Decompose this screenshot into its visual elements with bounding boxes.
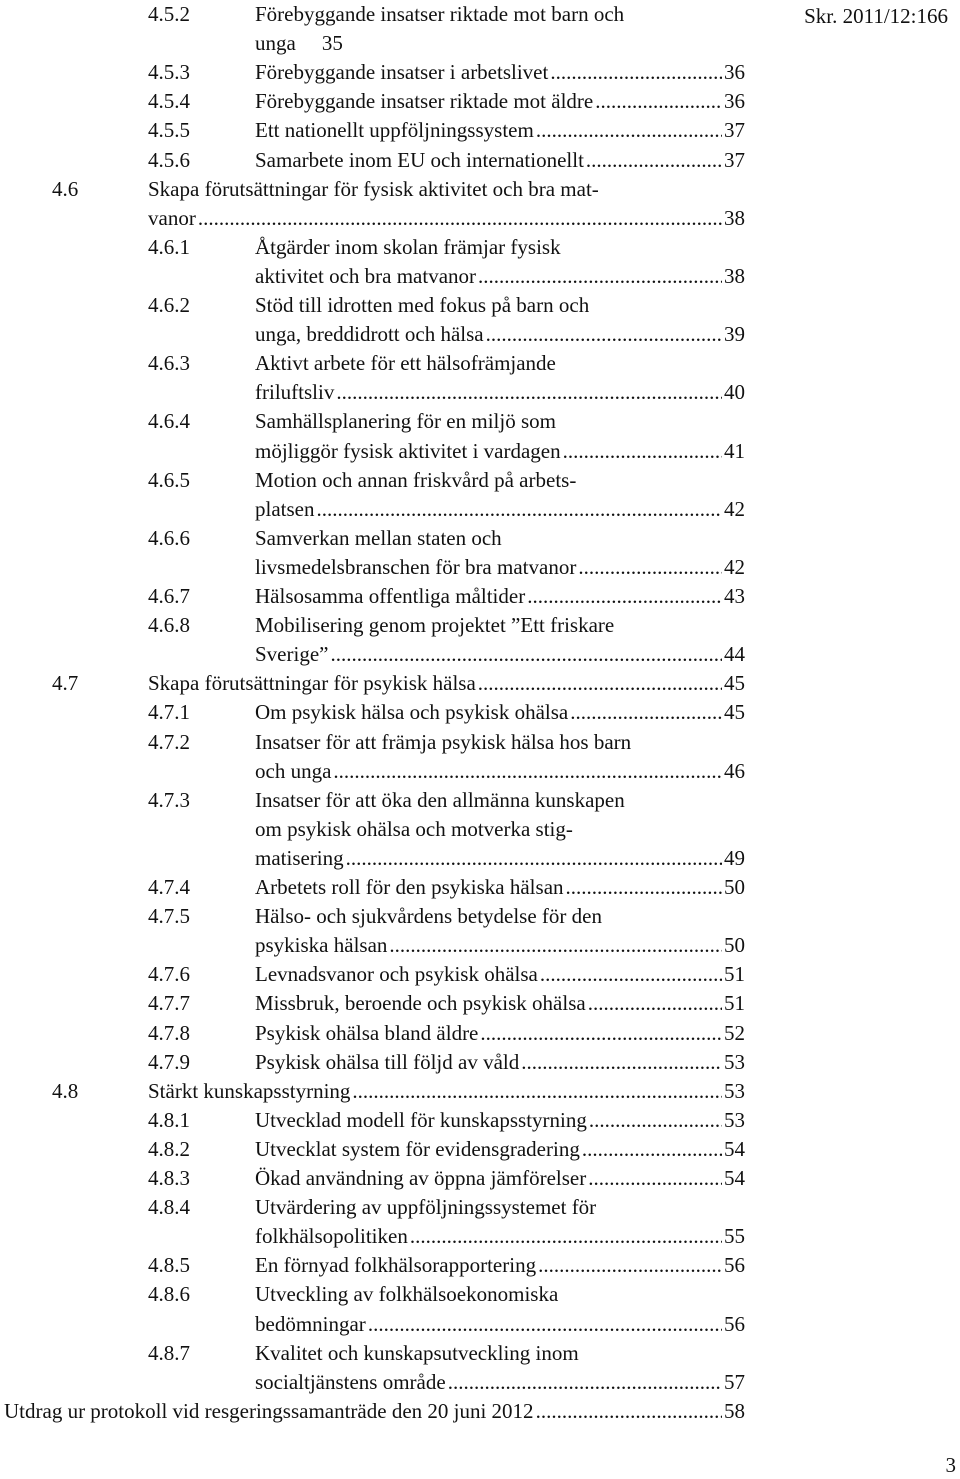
dot-leader: [486, 320, 722, 349]
dot-leader: [410, 1222, 722, 1251]
toc-entry-line[interactable]: [255, 437, 745, 466]
toc-entry-page: 36: [724, 89, 745, 114]
toc-entry-title: Samhällsplanering för en miljö som: [255, 409, 556, 434]
toc-entry-title: Psykisk ohälsa till följd av våld: [255, 1049, 520, 1074]
toc-entry-title: Missbruk, beroende och psykisk ohälsa: [255, 991, 586, 1016]
toc-entry-line[interactable]: [255, 1164, 745, 1193]
toc-entry-page: 54: [724, 1166, 745, 1190]
toc-entry-title: Hälsosamma offentliga måltider: [255, 584, 526, 608]
toc-entry-line[interactable]: [255, 873, 745, 902]
toc-entry-line[interactable]: [4, 1397, 745, 1426]
toc-entry-line[interactable]: [255, 698, 745, 727]
toc-entry-title: folkhälsopolitiken: [255, 1224, 408, 1249]
dot-leader: [570, 698, 722, 727]
toc-entry-number: 4.6.4: [148, 409, 190, 434]
toc-entry-line[interactable]: [255, 320, 745, 349]
toc-entry-line[interactable]: [255, 1310, 745, 1339]
toc-entry-number: 4.7.9: [148, 1049, 190, 1074]
toc-entry-number: 4.5.6: [148, 147, 190, 172]
toc-entry-line[interactable]: [255, 116, 745, 145]
dot-leader: [330, 640, 722, 669]
dot-leader: [595, 87, 722, 116]
toc-entry-page: 50: [724, 933, 745, 958]
toc-entry-number: 4.8.6: [148, 1282, 190, 1307]
toc-entry-line[interactable]: [255, 757, 745, 786]
toc-entry-line[interactable]: [255, 1251, 745, 1280]
dot-leader: [588, 989, 722, 1018]
toc-entry-number: 4.6.3: [148, 351, 190, 376]
toc-entry-title: Stöd till idrotten med fokus på barn och: [255, 293, 590, 317]
toc-entry-page: 57: [724, 1369, 745, 1394]
dot-leader: [536, 116, 722, 145]
dot-leader: [586, 146, 722, 175]
toc-entry-title: Psykisk ohälsa bland äldre: [255, 1020, 479, 1045]
toc-entry-page: 53: [724, 1107, 745, 1132]
toc-entry-title: socialtjänstens område: [255, 1369, 446, 1394]
toc-entry-title-continued: om psykisk ohälsa och motverka stig-: [255, 816, 573, 841]
dot-leader: [478, 262, 722, 291]
toc-entry-number: 4.8.3: [148, 1166, 190, 1190]
toc-entry-title: Samarbete inom EU och internationellt: [255, 147, 584, 172]
toc-entry-page: 49: [724, 845, 745, 870]
toc-entry-page: 51: [724, 991, 745, 1016]
toc-entry-title: Utveckling av folkhälsoekonomiska: [255, 1282, 559, 1307]
toc-entry-number: 4.7.4: [148, 875, 190, 899]
toc-entry-number: 4.8: [52, 1078, 79, 1103]
toc-entry-line[interactable]: [255, 989, 745, 1018]
toc-entry-page: 45: [724, 671, 745, 696]
toc-entry-number: 4.5.2: [148, 2, 190, 26]
toc-entry-page: 42: [724, 496, 745, 521]
toc-entry-page: 38: [724, 263, 745, 288]
dot-leader: [536, 1397, 722, 1426]
toc-entry-page: 41: [724, 438, 745, 463]
toc-entry-line[interactable]: [255, 582, 745, 611]
toc-entry-title: Mobilisering genom projektet ”Ett friskare: [255, 613, 615, 638]
toc-entry-page: 36: [724, 60, 745, 85]
toc-entry-title: Förebyggande insatser riktade mot äldre: [255, 89, 594, 114]
toc-entry-page: 43: [724, 584, 745, 608]
dot-leader: [589, 1106, 722, 1135]
dot-leader: [563, 437, 722, 466]
toc-entry-line[interactable]: [255, 844, 745, 873]
toc-entry-line[interactable]: [148, 669, 745, 698]
toc-entry-number: 4.5.4: [148, 89, 190, 114]
toc-entry-title-continued: unga: [255, 31, 296, 56]
dot-leader: [480, 1019, 722, 1048]
toc-entry-title: Samverkan mellan staten och: [255, 525, 502, 550]
dot-leader: [566, 873, 722, 902]
toc-entry-line[interactable]: [255, 58, 745, 87]
toc-entry-page: 53: [724, 1078, 745, 1103]
toc-entry-line[interactable]: [255, 1106, 745, 1135]
toc-entry-title: Levnadsvanor och psykisk ohälsa: [255, 962, 538, 987]
dot-leader: [540, 960, 722, 989]
toc-entry-title: Skapa förutsättningar för fysisk aktivitet och bra mat-: [148, 176, 599, 201]
toc-entry-title: Förebyggande insatser riktade mot barn och: [255, 2, 625, 26]
toc-entry-number: 4.7.2: [148, 729, 190, 754]
toc-entry-line[interactable]: [255, 1222, 745, 1251]
toc-entry-number: 4.6.7: [148, 584, 190, 608]
toc-entry-page: 38: [724, 205, 745, 230]
dot-leader: [333, 757, 722, 786]
toc-entry-page: 39: [724, 322, 745, 347]
toc-entry-line[interactable]: [255, 1019, 745, 1048]
toc-entry-title: Insatser för att främja psykisk hälsa hos barn: [255, 729, 632, 754]
toc-entry-page: 51: [724, 962, 745, 987]
toc-entry-page: 56: [724, 1253, 745, 1278]
toc-entry-title: Skapa förutsättningar för psykisk hälsa: [148, 671, 476, 696]
toc-entry-title: Utdrag ur protokoll vid resgeringssamanträde den 20 juni 2012: [4, 1398, 534, 1423]
toc-entry-page: 58: [724, 1398, 745, 1423]
toc-entry-page: 56: [724, 1311, 745, 1336]
toc-entry-page: 52: [724, 1020, 745, 1045]
toc-entry-number: 4.7.1: [148, 700, 190, 725]
toc-entry-page: 35: [321, 31, 343, 56]
toc-entry-number: 4.6.1: [148, 234, 190, 259]
toc-entry-line[interactable]: [255, 146, 745, 175]
toc-entry-title: platsen: [255, 496, 315, 521]
toc-entry-page: 37: [724, 147, 745, 172]
toc-entry-title: Stärkt kunskapsstyrning: [148, 1078, 351, 1103]
toc-entry-page: 40: [724, 380, 745, 405]
toc-entry-number: 4.7.5: [148, 904, 190, 929]
dot-leader: [538, 1251, 722, 1280]
toc-entry-number: 4.7.6: [148, 962, 190, 987]
dot-leader: [316, 495, 722, 524]
toc-entry-line[interactable]: [255, 640, 745, 669]
toc-entry-title: Insatser för att öka den allmänna kunskapen: [255, 787, 625, 812]
toc-entry-number: 4.5.5: [148, 118, 190, 143]
toc-entry-line[interactable]: [255, 960, 745, 989]
toc-entry-number: 4.6: [52, 176, 79, 201]
toc-entry-title: Hälso- och sjukvårdens betydelse för den: [255, 904, 602, 929]
dot-leader: [389, 931, 722, 960]
toc-entry-page: 42: [724, 554, 745, 579]
dot-leader: [582, 1135, 722, 1164]
page-number: 3: [945, 1453, 956, 1477]
document-reference: Skr. 2011/12:166: [804, 4, 948, 28]
toc-entry-title: bedömningar: [255, 1311, 366, 1336]
toc-entry-title: Aktivt arbete för ett hälsofrämjande: [255, 351, 556, 376]
toc-entry-line[interactable]: [255, 553, 745, 582]
toc-entry-title: Åtgärder inom skolan främjar fysisk: [255, 234, 561, 259]
toc-entry-line[interactable]: [148, 204, 745, 233]
toc-entry-page: 46: [724, 758, 745, 783]
dot-leader: [588, 1164, 722, 1193]
toc-entry-number: 4.7.7: [148, 991, 190, 1016]
toc-entry-page: 44: [724, 642, 745, 667]
toc-entry-title: En förnyad folkhälsorapportering: [255, 1253, 537, 1278]
toc-entry-number: 4.8.4: [148, 1195, 190, 1220]
dot-leader: [521, 1048, 722, 1077]
toc-entry-line[interactable]: [255, 1135, 745, 1164]
toc-entry-number: 4.8.2: [148, 1136, 190, 1161]
toc-entry-number: 4.5.3: [148, 60, 190, 85]
toc-entry-line[interactable]: [255, 931, 745, 960]
toc-entry-number: 4.6.2: [148, 293, 190, 317]
toc-entry-title: matisering: [255, 845, 344, 870]
toc-entry-page: 54: [724, 1136, 745, 1161]
toc-entry-title: Sverige”: [255, 642, 329, 667]
toc-entry-number: 4.6.5: [148, 467, 190, 492]
toc-entry-number: 4.7: [52, 671, 79, 696]
toc-entry-title: unga, breddidrott och hälsa: [255, 322, 484, 347]
dot-leader: [478, 669, 722, 698]
toc-entry-page: 55: [724, 1224, 745, 1249]
toc-entry-title: Utvärdering av uppföljningssystemet för: [255, 1195, 597, 1220]
toc-entry-title: Utvecklad modell för kunskapsstyrning: [255, 1107, 587, 1132]
dot-leader: [346, 844, 722, 873]
toc-entry-title: friluftsliv: [255, 380, 335, 405]
toc-entry-number: 4.6.8: [148, 613, 190, 638]
toc-entry-line[interactable]: [255, 87, 745, 116]
toc-entry-line[interactable]: [255, 29, 343, 58]
dot-leader: [352, 1077, 722, 1106]
toc-entry-number: 4.7.3: [148, 787, 190, 812]
toc-entry-page: 45: [724, 700, 745, 725]
dot-leader: [550, 58, 722, 87]
toc-entry-title: aktivitet och bra matvanor: [255, 263, 477, 288]
toc-entry-page: 50: [724, 875, 745, 899]
toc-entry-title: Utvecklat system för evidensgradering: [255, 1136, 580, 1161]
dot-leader: [448, 1368, 722, 1397]
toc-entry-title: Kvalitet och kunskapsutveckling inom: [255, 1340, 579, 1365]
toc-entry-line[interactable]: [148, 1077, 745, 1106]
dot-leader: [198, 204, 722, 233]
toc-entry-title: Motion och annan friskvård på arbets-: [255, 467, 577, 492]
toc-entry-title: möjliggör fysisk aktivitet i vardagen: [255, 438, 561, 463]
toc-entry-title: Ett nationellt uppföljningssystem: [255, 118, 534, 143]
toc-entry-number: 4.8.1: [148, 1107, 190, 1132]
dot-leader: [578, 553, 722, 582]
dot-leader: [368, 1310, 722, 1339]
toc-entry-line[interactable]: [255, 378, 745, 407]
toc-entry-title: vanor: [148, 205, 196, 230]
toc-entry-number: 4.7.8: [148, 1020, 190, 1045]
toc-entry-page: 37: [724, 118, 745, 143]
toc-entry-line[interactable]: [255, 495, 745, 524]
toc-entry-number: 4.8.5: [148, 1253, 190, 1278]
toc-entry-title: psykiska hälsan: [255, 933, 388, 958]
toc-entry-number: 4.6.6: [148, 525, 190, 550]
toc-entry-title: livsmedelsbranschen för bra matvanor: [255, 554, 577, 579]
toc-entry-line[interactable]: [255, 1368, 745, 1397]
toc-entry-line[interactable]: [255, 262, 745, 291]
toc-entry-page: 53: [724, 1049, 745, 1074]
dot-leader: [336, 378, 722, 407]
toc-entry-title: Ökad användning av öppna jämförelser: [255, 1166, 587, 1190]
dot-leader: [527, 582, 722, 611]
toc-entry-title: och unga: [255, 758, 332, 783]
toc-entry-title: Om psykisk hälsa och psykisk ohälsa: [255, 700, 569, 725]
toc-entry-number: 4.8.7: [148, 1340, 190, 1365]
toc-entry-title: Arbetets roll för den psykiska hälsan: [255, 875, 564, 899]
toc-entry-title: Förebyggande insatser i arbetslivet: [255, 60, 549, 85]
toc-entry-line[interactable]: [255, 1048, 745, 1077]
